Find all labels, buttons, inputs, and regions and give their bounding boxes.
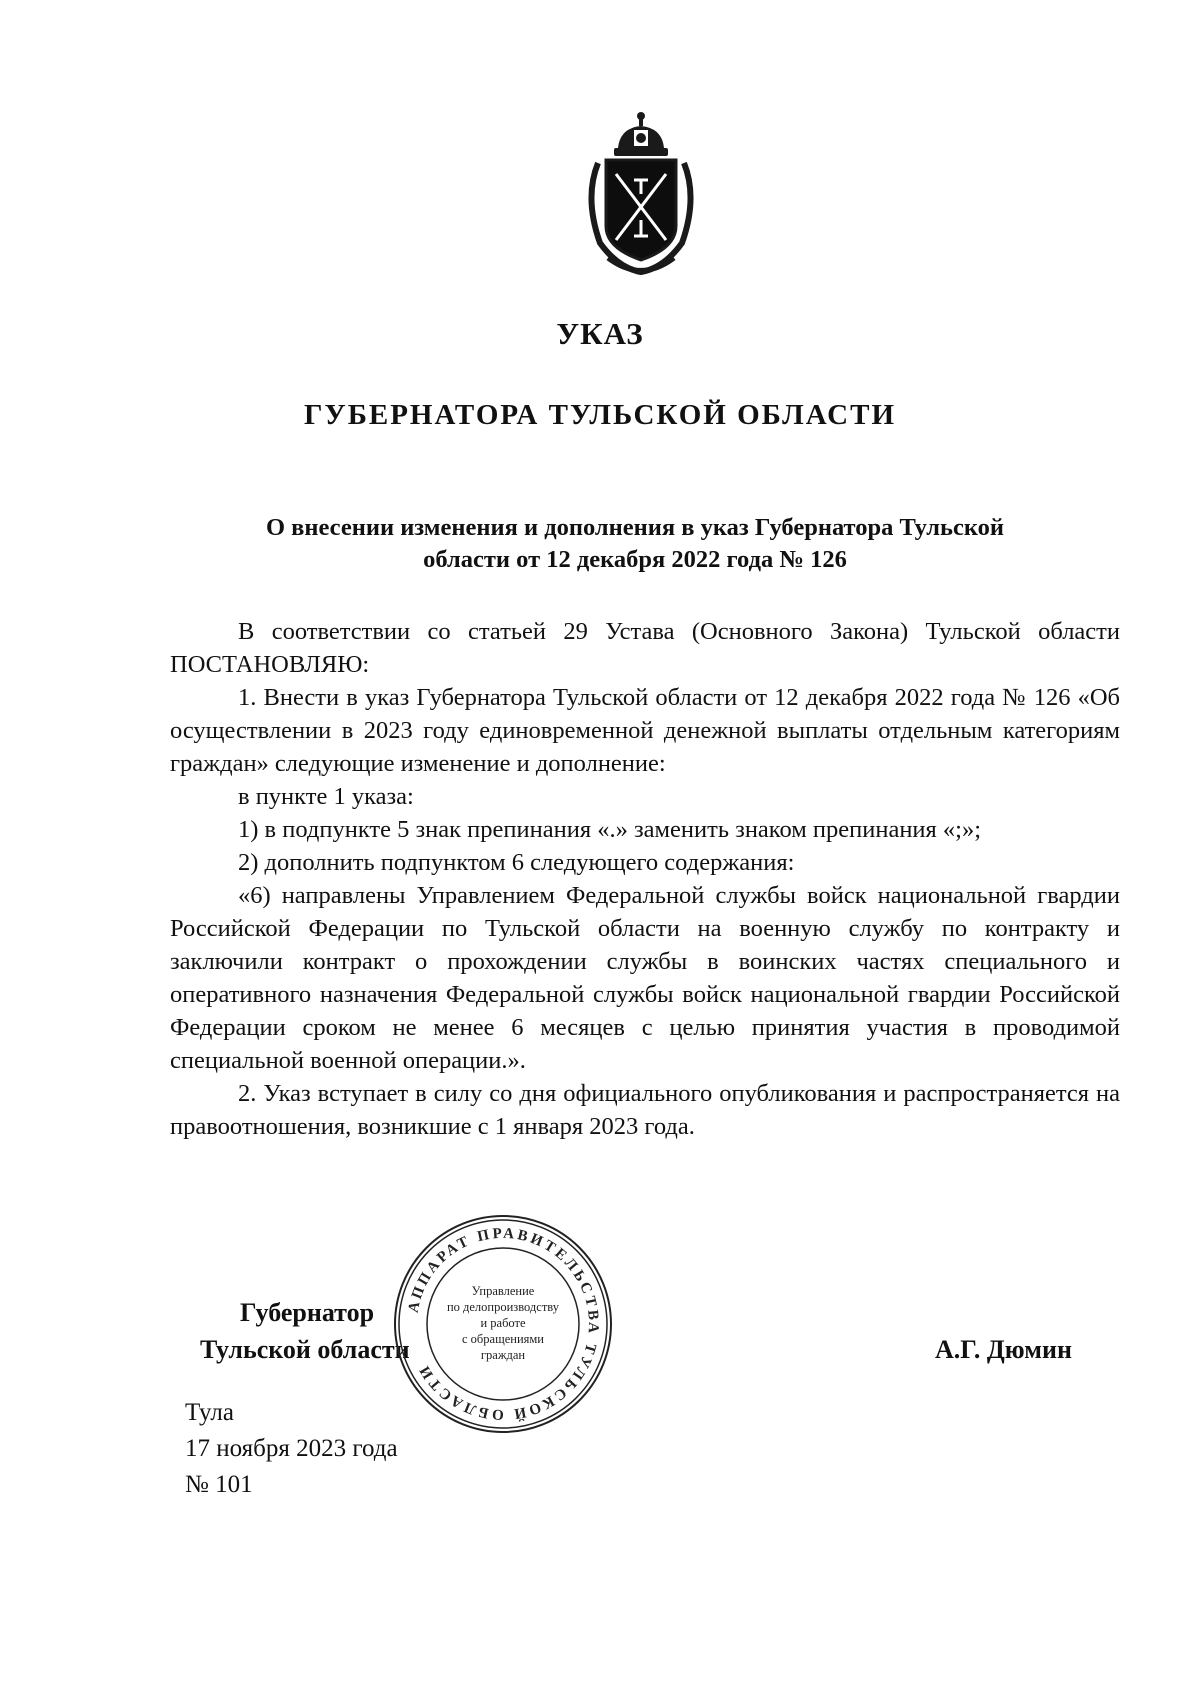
document-number: № 101 (185, 1471, 253, 1498)
document-date: 17 ноября 2023 года (185, 1435, 398, 1462)
tula-coat-of-arms-icon (578, 108, 704, 276)
body-paragraph: В соответствии со статьей 29 Устава (Основного Закона) Тульской области ПОСТАНОВЛЯЮ: (170, 618, 1120, 678)
body-paragraph: 2. Указ вступает в силу со дня официального опубликования и распространяется на правоотношения, возникшие с 1 января 2023 года. (170, 1080, 1120, 1140)
signatory-position-line-1: Губернатор (240, 1298, 375, 1327)
subject-line-1: О внесении изменения и дополнения в указ Губернатора Тульской (265, 514, 1005, 541)
document-footer (185, 1395, 398, 1503)
document-place: Тула (185, 1399, 234, 1426)
signatory-position-line-2: Тульской области (200, 1335, 410, 1364)
stamp-center-text: Управление по делопроизводству и работе с обращениями граждан (446, 1284, 560, 1362)
body-paragraph: в пункте 1 указа: (238, 783, 414, 810)
stamp-ring-text: АППАРАТ ПРАВИТЕЛЬСТВА ТУЛЬСКОЙ ОБЛАСТИ (405, 1225, 602, 1423)
document-body (170, 615, 1120, 1143)
document-title: УКАЗ (556, 316, 644, 351)
body-paragraph: 1) в подпункте 5 знак препинания «.» заменить знаком препинания «;»; (238, 816, 982, 843)
signatory-name: А.Г. Дюмин (935, 1335, 1072, 1364)
document-issuer: ГУБЕРНАТОРА ТУЛЬСКОЙ ОБЛАСТИ (303, 399, 897, 431)
body-paragraph: 2) дополнить подпунктом 6 следующего содержания: (238, 849, 795, 876)
document-subject (170, 512, 1100, 576)
body-paragraph: 1. Внести в указ Губернатора Тульской области от 12 декабря 2022 года № 126 «Об осуществлении в 2023 году единовременной денежной выплаты отдельным категориям граждан» следующие изменение и дополнение: (170, 684, 1120, 777)
body-paragraph: «6) направлены Управлением Федеральной службы войск национальной гвардии Российской Федерации по Тульской области на военную службу по контракту и заключили контракт о прохождении службы в воинских частях специального и оперативного назначения Федеральной службы войск национальной гвардии Российской Федерации сроком не менее 6 месяцев с целью принятия участия в проводимой специальной военной операции.». (170, 882, 1120, 1074)
subject-line-2: области от 12 декабря 2022 года № 126 (423, 546, 847, 573)
